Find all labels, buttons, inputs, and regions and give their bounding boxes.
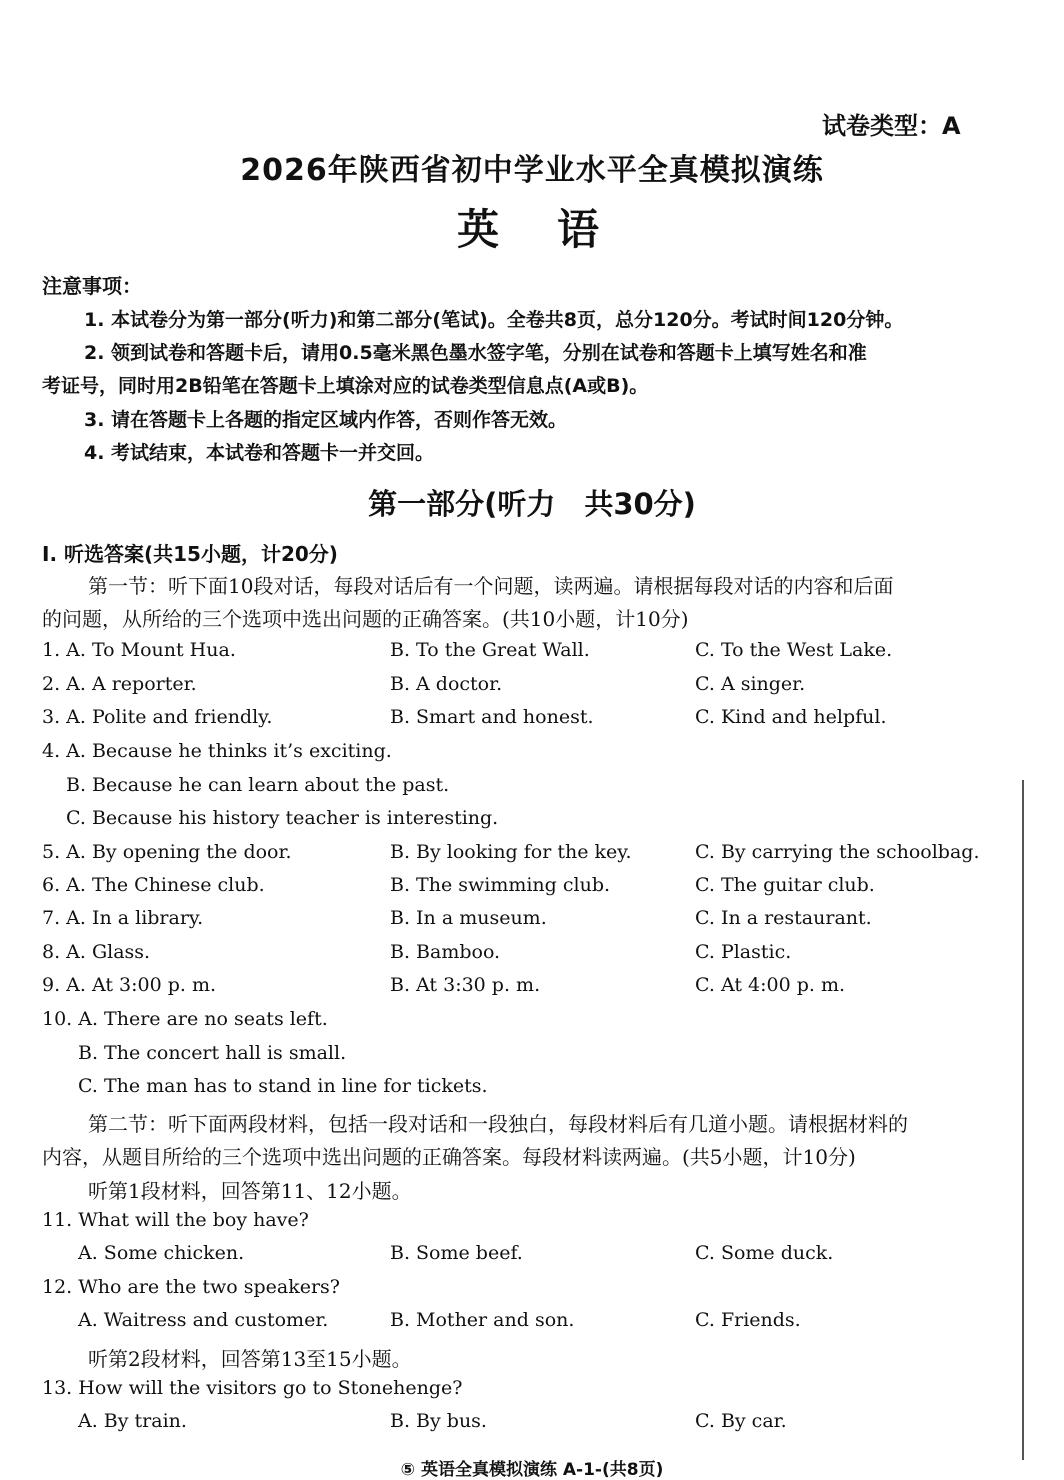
question-text: 11. What will the boy have? [42,1209,309,1231]
question-row [0,774,1064,807]
notice-item: 4. 考试结束，本试卷和答题卡一并交回。 [84,442,435,464]
section1-heading: Ⅰ. 听选答案(共15小题，计20分) [42,542,338,566]
option-a: 7. A. In a library. [42,907,204,929]
option-b: B. Because he can learn about the past. [66,774,450,796]
option-a: A. By train. [78,1410,187,1432]
question-row [0,807,1064,840]
option-c: C. Friends. [695,1309,801,1331]
question-text: 12. Who are the two speakers? [42,1276,340,1298]
option-a: 6. A. The Chinese club. [42,874,265,896]
question-stem [0,1377,1064,1410]
option-c: C. Kind and helpful. [695,706,887,728]
page-footer: ⑤ 英语全真模拟演练 A-1-(共8页) [400,1460,664,1480]
question-row [0,740,1064,773]
option-a: 4. A. Because he thinks it’s exciting. [42,740,392,762]
option-a: 10. A. There are no seats left. [42,1008,328,1030]
question-text: 13. How will the visitors go to Stonehenge? [42,1377,463,1399]
option-b: B. At 3:30 p. m. [390,974,541,996]
question-row [0,1410,1064,1443]
option-c: C. In a restaurant. [695,907,872,929]
option-b: B. By looking for the key. [390,841,632,863]
part1-title: 第一部分(听力 共30分) [368,487,696,521]
question-row [0,639,1064,672]
option-c: C. A singer. [695,673,806,695]
question-row [0,1309,1064,1342]
notice-item: 2. 领到试卷和答题卡后，请用0.5毫米黑色墨水签字笔，分别在试卷和答题卡上填写姓名和准 [84,342,867,364]
option-a: 5. A. By opening the door. [42,841,292,863]
subject-title: 英 语 [456,205,607,254]
notice-heading: 注意事项： [42,274,142,298]
question-stem [0,1276,1064,1309]
option-b: B. The swimming club. [390,874,611,896]
question-row [0,1242,1064,1275]
exam-title: 2026年陕西省初中学业水平全真模拟演练 [240,153,824,188]
material-instruction: 听第1段材料，回答第11、12小题。 [88,1179,412,1203]
option-c: C. By carrying the schoolbag. [695,841,980,863]
question-row [0,1075,1064,1108]
notice-item: 1. 本试卷分为第一部分(听力)和第二部分(笔试)。全卷共8页，总分120分。考试时间120分钟。 [84,309,904,331]
option-a: A. Some chicken. [78,1242,245,1264]
option-b: B. The concert hall is small. [78,1042,347,1064]
option-a: A. Waitress and customer. [78,1309,329,1331]
option-c: C. Plastic. [695,941,792,963]
question-row [0,907,1064,940]
sub2-intro: 内容，从题目所给的三个选项中选出问题的正确答案。每段材料读两遍。(共5小题，计10分) [42,1145,856,1169]
option-b: B. A doctor. [390,673,503,695]
option-c: C. By car. [695,1410,787,1432]
option-c: C. Because his history teacher is interesting. [66,807,499,829]
sub2-intro: 第二节：听下面两段材料，包括一段对话和一段独白，每段材料后有几道小题。请根据材料的 [88,1112,908,1136]
option-b: B. By bus. [390,1410,487,1432]
option-a: 1. A. To Mount Hua. [42,639,236,661]
option-b: B. Smart and honest. [390,706,594,728]
question-stem [0,1209,1064,1242]
option-c: C. The man has to stand in line for tickets. [78,1075,488,1097]
option-b: B. Mother and son. [390,1309,575,1331]
option-c: C. Some duck. [695,1242,834,1264]
option-c: C. To the West Lake. [695,639,893,661]
option-b: B. In a museum. [390,907,547,929]
material-instruction: 听第2段材料，回答第13至15小题。 [88,1347,412,1371]
question-row [0,974,1064,1007]
paper-type-label: 试卷类型：A [822,112,961,140]
question-row [0,941,1064,974]
notice-item: 3. 请在答题卡上各题的指定区域内作答，否则作答无效。 [84,409,568,431]
page-edge-line [1022,780,1024,1460]
question-row [0,673,1064,706]
option-b: B. Bamboo. [390,941,501,963]
option-b: B. To the Great Wall. [390,639,590,661]
option-a: 9. A. At 3:00 p. m. [42,974,217,996]
option-b: B. Some beef. [390,1242,523,1264]
option-c: C. The guitar club. [695,874,875,896]
option-a: 2. A. A reporter. [42,673,197,695]
question-row [0,874,1064,907]
sub1-intro: 第一节：听下面10段对话，每段对话后有一个问题，读两遍。请根据每段对话的内容和后面 [88,574,894,598]
question-row [0,1042,1064,1075]
question-row [0,1008,1064,1041]
notice-item: 考证号，同时用2B铅笔在答题卡上填涂对应的试卷类型信息点(A或B)。 [42,375,649,397]
sub1-intro: 的问题，从所给的三个选项中选出问题的正确答案。(共10小题，计10分) [42,607,689,631]
option-c: C. At 4:00 p. m. [695,974,846,996]
question-row [0,841,1064,874]
option-a: 8. A. Glass. [42,941,151,963]
option-a: 3. A. Polite and friendly. [42,706,273,728]
question-row [0,706,1064,739]
